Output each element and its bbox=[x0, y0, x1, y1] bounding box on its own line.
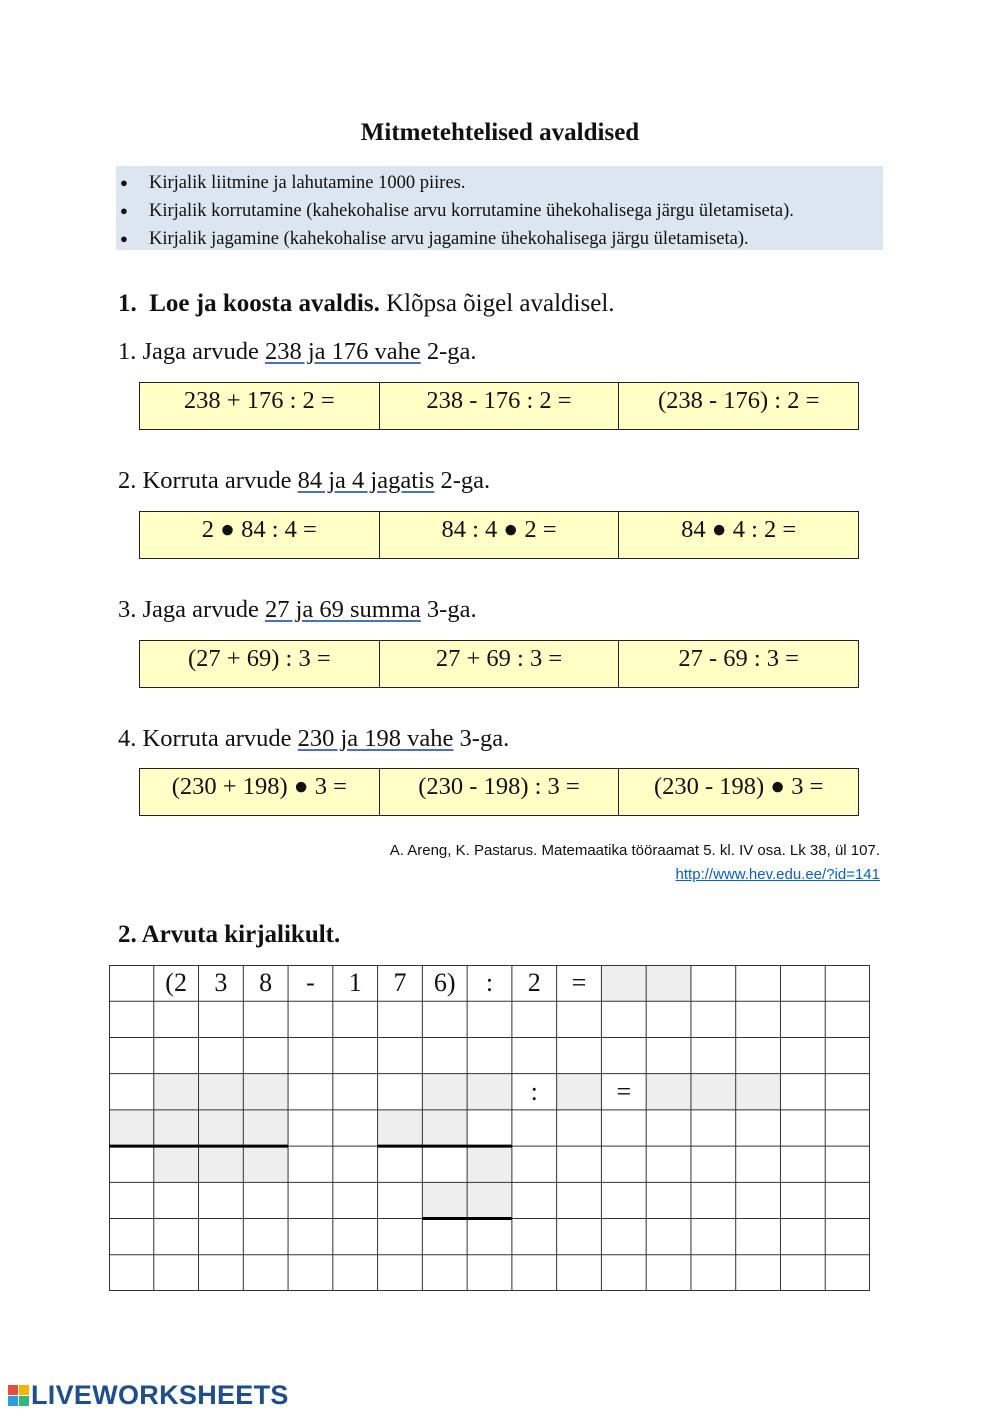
grid-input-cell[interactable] bbox=[154, 1146, 199, 1182]
grid-cell-text: 6) bbox=[433, 968, 456, 997]
task-suffix: 2-ga. bbox=[434, 467, 491, 494]
grid-cell-text: = bbox=[571, 968, 587, 997]
task-underlined: 27 ja 69 summa bbox=[264, 596, 421, 623]
grid-input-cell[interactable] bbox=[422, 1074, 467, 1110]
choice-option[interactable]: 27 + 69 : 3 = bbox=[380, 641, 620, 687]
grid-cell-text: 8 bbox=[259, 968, 273, 997]
calculation-grid bbox=[109, 965, 870, 1291]
objectives-box bbox=[116, 166, 883, 250]
bullet-icon: ● bbox=[120, 231, 128, 246]
choice-option[interactable]: 84 ● 4 : 2 = bbox=[681, 516, 797, 543]
section1-bold: Loe ja koosta avaldis. bbox=[149, 290, 380, 317]
task-underlined: 230 ja 198 vahe bbox=[297, 725, 454, 752]
grid-input-cell[interactable] bbox=[422, 1110, 467, 1146]
brand-text: LIVEWORKSHEETS bbox=[31, 1380, 289, 1410]
grid-lines bbox=[109, 965, 870, 1291]
task-1-choices bbox=[139, 382, 859, 430]
task-suffix: 3-ga. bbox=[453, 725, 510, 752]
objective-text: Kirjalik jagamine (kahekohalise arvu jagamine ühekohalisega järgu ületamiseta). bbox=[149, 229, 749, 249]
grid-input-cell[interactable] bbox=[422, 1182, 467, 1218]
grid-input-cell[interactable] bbox=[646, 1074, 691, 1110]
task-3-choices bbox=[139, 640, 859, 688]
objective-item bbox=[116, 169, 883, 197]
grid-input-cell[interactable] bbox=[467, 1074, 512, 1110]
task-prefix: 1. Jaga arvude bbox=[118, 338, 265, 365]
grid-input-cell[interactable] bbox=[691, 1074, 736, 1110]
grid-cell-text: : bbox=[485, 968, 494, 997]
bullet-icon: ● bbox=[120, 175, 128, 190]
grid-input-cell[interactable] bbox=[467, 1146, 512, 1182]
choice-option[interactable]: 238 + 176 : 2 = bbox=[140, 383, 380, 429]
section1-number: 1. bbox=[118, 290, 137, 317]
task-2-prompt bbox=[118, 467, 490, 495]
page-title: Mitmetehtelised avaldised bbox=[360, 119, 640, 146]
grid-input-cell[interactable] bbox=[154, 1074, 199, 1110]
objective-text: Kirjalik liitmine ja lahutamine 1000 piires. bbox=[149, 173, 466, 193]
choice-option[interactable]: 2 ● 84 : 4 = bbox=[140, 512, 380, 558]
choice-option[interactable]: 238 - 176 : 2 = bbox=[380, 383, 620, 429]
source-citation: A. Areng, K. Pastarus. Matemaatika tööraamat 5. kl. IV osa. Lk 38, ül 107. bbox=[389, 842, 880, 859]
grid-input-cell[interactable] bbox=[109, 1110, 154, 1146]
grid-input-cell[interactable] bbox=[646, 965, 691, 1001]
grid-input-cell[interactable] bbox=[736, 1074, 781, 1110]
task-2-choices bbox=[139, 511, 859, 559]
grid-input-cell[interactable] bbox=[243, 1146, 288, 1182]
task-suffix: 3-ga. bbox=[420, 596, 477, 623]
grid-cell-text: 7 bbox=[393, 968, 407, 997]
grid-input-cell[interactable] bbox=[378, 1110, 423, 1146]
section1-instruction: Klõpsa õigel avaldisel. bbox=[386, 290, 615, 317]
choice-option[interactable]: (230 + 198) ● 3 = bbox=[140, 769, 380, 815]
objective-item bbox=[116, 197, 883, 225]
grid-cell-text: 3 bbox=[214, 968, 228, 997]
task-1-prompt bbox=[118, 338, 477, 366]
grid-cell-text: (2 bbox=[165, 968, 187, 997]
grid-input-cell[interactable] bbox=[199, 1146, 244, 1182]
task-prefix: 3. Jaga arvude bbox=[118, 596, 265, 623]
grid-input-cell[interactable] bbox=[199, 1074, 244, 1110]
task-3-prompt bbox=[118, 596, 477, 624]
grid-input-cell[interactable] bbox=[154, 1110, 199, 1146]
task-underlined: 84 ja 4 jagatis bbox=[297, 467, 435, 494]
objective-text: Kirjalik korrutamine (kahekohalise arvu korrutamine ühekohalisega järgu ületamiseta). bbox=[149, 201, 794, 221]
task-underlined: 238 ja 176 vahe bbox=[264, 338, 421, 365]
choice-option[interactable]: (27 + 69) : 3 = bbox=[140, 641, 380, 687]
task-4-choices bbox=[139, 768, 859, 816]
task-prefix: 4. Korruta arvude bbox=[118, 725, 298, 752]
task-suffix: 2-ga. bbox=[420, 338, 477, 365]
grid-cell-text: - bbox=[306, 968, 315, 997]
task-prefix: 2. Korruta arvude bbox=[118, 467, 298, 494]
grid-cell-text: 2 bbox=[527, 968, 541, 997]
grid-input-cell[interactable] bbox=[243, 1110, 288, 1146]
choice-option[interactable]: 84 : 4 ● 2 = bbox=[380, 512, 620, 558]
grid-cell-text: = bbox=[616, 1076, 632, 1106]
grid-input-cell[interactable] bbox=[557, 1074, 602, 1110]
brand-logo-icon bbox=[8, 1385, 29, 1406]
grid-input-cell[interactable] bbox=[199, 1110, 244, 1146]
grid-input-cell[interactable] bbox=[467, 1182, 512, 1218]
objective-item bbox=[116, 225, 883, 253]
grid-input-cell[interactable] bbox=[243, 1074, 288, 1110]
grid-input-cell[interactable] bbox=[601, 965, 646, 1001]
section2-heading: 2. Arvuta kirjalikult. bbox=[118, 921, 341, 948]
choice-option[interactable]: 27 - 69 : 3 = bbox=[678, 645, 800, 672]
choice-option[interactable]: (230 - 198) : 3 = bbox=[380, 769, 620, 815]
grid-cell-text: : bbox=[530, 1076, 538, 1106]
grid-cell-text: 1 bbox=[348, 968, 362, 997]
brand-logo bbox=[8, 1380, 289, 1411]
choice-option[interactable]: (238 - 176) : 2 = bbox=[657, 387, 820, 414]
source-link[interactable]: http://www.hev.edu.ee/?id=141 bbox=[675, 866, 880, 883]
task-4-prompt bbox=[118, 725, 509, 753]
choice-option[interactable]: (230 - 198) ● 3 = bbox=[653, 773, 824, 800]
section1-heading bbox=[118, 290, 615, 318]
bullet-icon: ● bbox=[120, 203, 128, 218]
